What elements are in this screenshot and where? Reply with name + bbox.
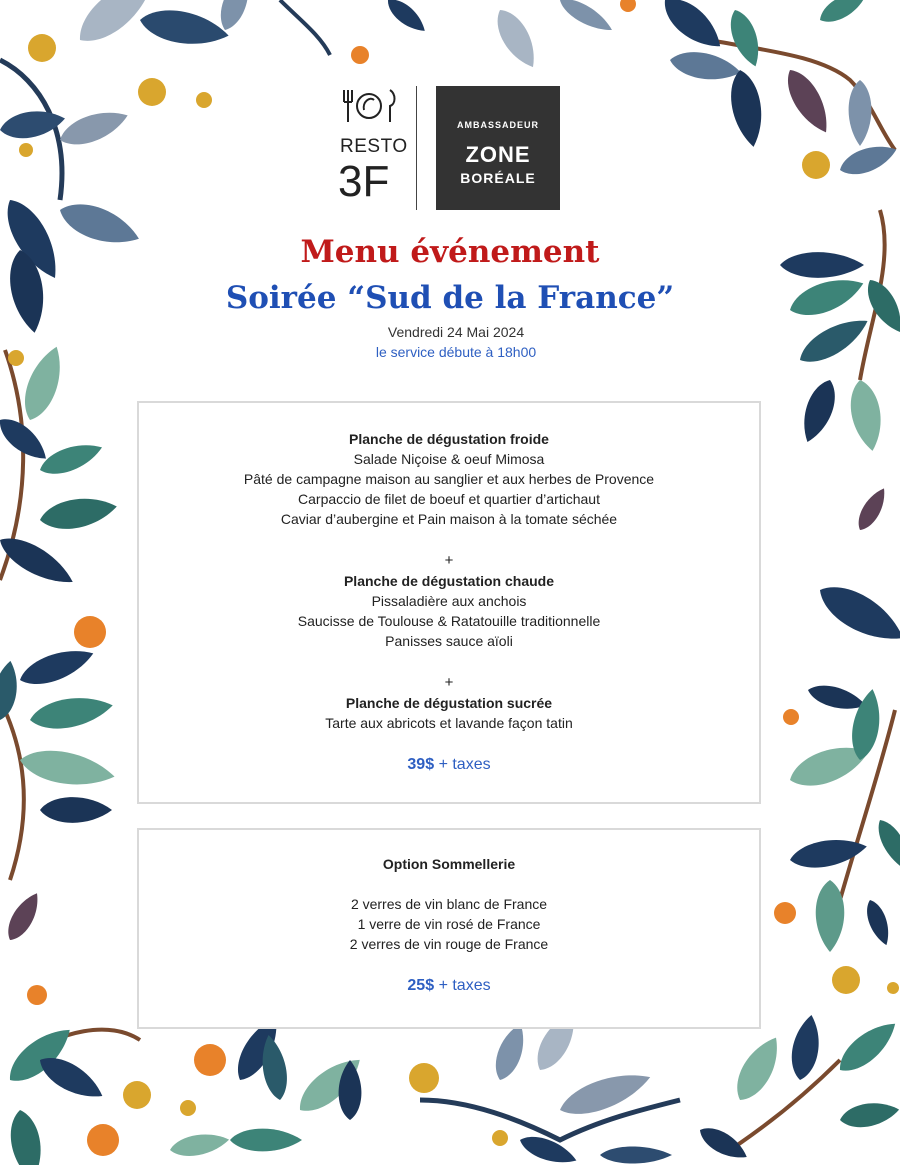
plus-separator: +: [444, 552, 454, 569]
menu-item: Pâté de campagne maison au sanglier et aux herbes de Provence: [243, 471, 655, 487]
menu-item: Pissaladière aux anchois: [371, 593, 527, 609]
menu-item: Panisses sauce aïoli: [385, 633, 513, 649]
page-title: Menu événement: [300, 234, 600, 270]
sommellerie-heading: Option Sommellerie: [382, 856, 516, 872]
logo-divider: [416, 86, 417, 210]
service-time: le service débute à 18h00: [375, 344, 537, 360]
sommellerie-card: [137, 828, 761, 1029]
menu-price-suffix: + taxes: [438, 756, 491, 773]
leaf-cluster-right-middle: [783, 575, 900, 725]
sommellerie-price-suffix: + taxes: [438, 977, 491, 994]
zone-boreale-label: BORÉALE: [460, 170, 536, 186]
hot-board-heading: Planche de dégustation chaude: [343, 573, 555, 589]
wine-item: 1 verre de vin rosé de France: [357, 916, 541, 932]
resto-wordmark: RESTO: [340, 136, 408, 157]
leaf-cluster-top-right: [656, 0, 900, 181]
plate-cutlery-icon: [340, 86, 398, 126]
sommellerie-price-amount: 25$: [407, 977, 435, 994]
leaf-cluster-bottom: [1, 1006, 900, 1165]
wine-item: 2 verres de vin rouge de France: [349, 936, 549, 952]
menu-price: [139, 755, 759, 775]
resto-3f-logo: [338, 84, 408, 212]
menu-price-amount: 39$: [407, 756, 435, 773]
event-date: Vendredi 24 Mai 2024: [387, 324, 525, 340]
leaf-cluster-left-lower: [0, 641, 117, 1005]
zone-name-label: ZONE: [465, 142, 531, 167]
logo-area: [338, 84, 562, 212]
menu-item: Saucisse de Toulouse & Ratatouille traditionnelle: [297, 613, 601, 629]
wine-item: 2 verres de vin blanc de France: [350, 896, 548, 912]
menu-item: Carpaccio de filet de boeuf et quartier d’artichaut: [298, 491, 600, 507]
sweet-board-heading: Planche de dégustation sucrée: [345, 695, 553, 711]
menu-item: Caviar d’aubergine et Pain maison à la tomate séchée: [280, 511, 618, 527]
resto-3f-wordmark: 3F: [338, 157, 390, 206]
zone-ambassadeur-label: AMBASSADEUR: [456, 120, 539, 130]
cold-board-heading: Planche de dégustation froide: [349, 431, 549, 447]
sommellerie-price: [139, 976, 759, 996]
leaf-cluster-right-lower: [774, 687, 900, 994]
leaf-cluster-left-upper: [0, 342, 119, 648]
leaf-cluster-top-center: [383, 0, 636, 74]
menu-item: Salade Niçoise & oeuf Mimosa: [353, 451, 545, 467]
menu-item: Tarte aux abricots et lavande façon tatin: [325, 715, 573, 731]
plus-separator: +: [444, 674, 454, 691]
page-subtitle: Soirée “Sud de la France”: [225, 280, 675, 316]
menu-card: [137, 401, 761, 804]
zone-boreale-logo: [436, 86, 560, 210]
